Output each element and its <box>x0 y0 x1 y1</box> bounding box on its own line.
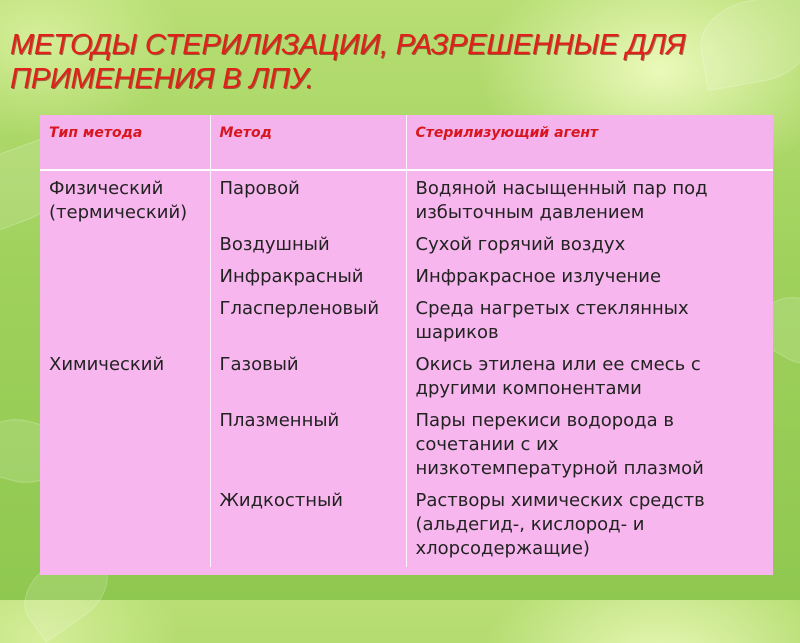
cell-method: Жидкостный <box>210 487 406 567</box>
header-sterilizing-agent: Стерилизующий агент <box>406 115 773 170</box>
cell-method: Паровой <box>210 170 406 231</box>
cell-method: Газовый <box>210 351 406 407</box>
cell-agent: Растворы химических средств (альдегид-, кислород- и хлорсодержащие) <box>406 487 773 567</box>
table-row <box>40 170 773 231</box>
cell-agent: Водяной насыщенный пар под избыточным давлением <box>406 170 773 231</box>
sterilization-methods-table <box>40 115 773 575</box>
cell-method: Воздушный <box>210 231 406 263</box>
table-row <box>40 295 773 351</box>
cell-agent: Окись этилена или ее смесь с другими компонентами <box>406 351 773 407</box>
table-row <box>40 407 773 487</box>
slide-title: МЕТОДЫ СТЕРИЛИЗАЦИИ, РАЗРЕШЕННЫЕ ДЛЯ ПРИМЕНЕНИЯ В ЛПУ. <box>10 29 686 95</box>
header-method-type: Тип метода <box>40 115 210 170</box>
table-row <box>40 231 773 263</box>
table-row <box>40 487 773 567</box>
cell-method-type: Химический <box>49 354 165 375</box>
cell-method: Плазменный <box>210 407 406 487</box>
cell-method-type: Физический (термический) <box>49 178 188 223</box>
methods-table <box>40 115 773 567</box>
cell-method-type <box>40 295 210 351</box>
table-header-row <box>40 115 773 170</box>
cell-method-type <box>40 263 210 295</box>
cell-method-type <box>40 487 210 567</box>
cell-method-type <box>40 231 210 263</box>
table-row <box>40 351 773 407</box>
cell-method: Инфракрасный <box>210 263 406 295</box>
cell-agent: Сухой горячий воздух <box>406 231 773 263</box>
header-method: Метод <box>210 115 406 170</box>
table-row <box>40 263 773 295</box>
cell-agent: Среда нагретых стеклянных шариков <box>406 295 773 351</box>
cell-agent: Инфракрасное излучение <box>406 263 773 295</box>
cell-method-type <box>40 407 210 487</box>
cell-agent: Пары перекиси водорода в сочетании с их низкотемпературной плазмой <box>406 407 773 487</box>
cell-method: Гласперленовый <box>210 295 406 351</box>
